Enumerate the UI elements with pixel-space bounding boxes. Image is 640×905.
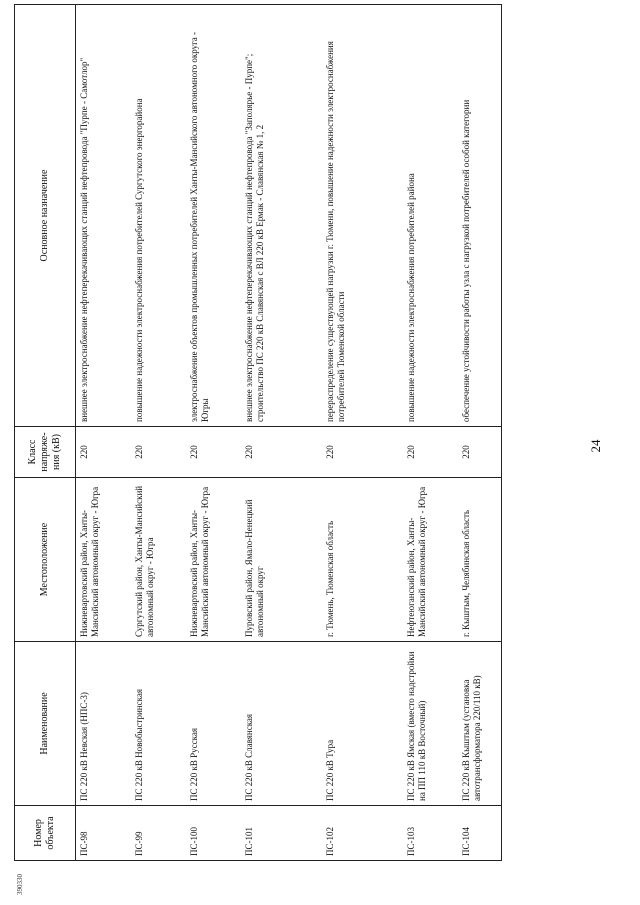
cell-voltage: 220 — [186, 427, 241, 478]
cell-location: г. Тюмень, Тюменская область — [322, 478, 403, 642]
cell-num: ПС-99 — [131, 806, 186, 861]
table-row — [241, 5, 322, 861]
cell-name: ПС 220 кВ Ямская (вместо надстройки на ПП 110 кВ Восточный) — [403, 642, 458, 806]
cell-num: ПС-101 — [241, 806, 322, 861]
header-voltage: Класс напряже-ния (кВ) — [15, 427, 76, 478]
cell-num: ПС-103 — [403, 806, 458, 861]
cell-num: ПС-104 — [458, 806, 502, 861]
table-row — [403, 5, 458, 861]
cell-name: ПС 220 кВ Новобыстринская — [131, 642, 186, 806]
cell-voltage: 220 — [241, 427, 322, 478]
table-row — [76, 5, 132, 861]
header-num: Номер объекта — [15, 806, 76, 861]
cell-location: Нижневартовский район, Ханты-Мансийский автономный округ - Югра — [186, 478, 241, 642]
cell-location: Нефтеюганский район, Ханты-Мансийский автономный округ - Югра — [403, 478, 458, 642]
table-row — [186, 5, 241, 861]
cell-voltage: 220 — [403, 427, 458, 478]
cell-purpose: электроснабжение объектов промышленных потребителей Ханты-Мансийского автономного округа - Югры — [186, 5, 241, 427]
document-code: 390330 — [16, 874, 24, 895]
cell-num: ПС-98 — [76, 806, 132, 861]
cell-location: Нижневартовский район, Ханты-Мансийский автономный округ - Югра — [76, 478, 132, 642]
cell-voltage: 220 — [322, 427, 403, 478]
substations-table — [14, 4, 502, 861]
cell-purpose: повышение надежности электроснабжения потребителей Сургутского энергорайона — [131, 5, 186, 427]
page-number: 24 — [588, 439, 603, 453]
header-name: Наименование — [15, 642, 76, 806]
table-row — [458, 5, 502, 861]
cell-purpose: перераспределение существующей нагрузки г. Тюмени, повышение надежности электроснабжения потребителей Тюменской области — [322, 5, 403, 427]
cell-location: г. Кыштым, Челябинская область — [458, 478, 502, 642]
table-row — [322, 5, 403, 861]
table-row — [131, 5, 186, 861]
cell-voltage: 220 — [131, 427, 186, 478]
cell-num: ПС-102 — [322, 806, 403, 861]
header-purpose: Основное назначение — [15, 5, 76, 427]
cell-location: Пуровский район, Ямало-Ненецкий автономный округ — [241, 478, 322, 642]
cell-name: ПС 220 кВ Невская (НПС-3) — [76, 642, 132, 806]
cell-num: ПС-100 — [186, 806, 241, 861]
cell-purpose: обеспечение устойчивости работы узла с нагрузкой потребителей особой категории — [458, 5, 502, 427]
cell-name: ПС 220 кВ Славянская — [241, 642, 322, 806]
cell-name: ПС 220 кВ Тура — [322, 642, 403, 806]
cell-purpose: внешнее электроснабжение нефтеперекачивающих станций нефтепровода "Пурпе - Самотлор" — [76, 5, 132, 427]
table-header-row — [15, 5, 76, 861]
header-location: Местоположение — [15, 478, 76, 642]
cell-location: Сургутский район, Ханты-Мансийский автономный округ - Югра — [131, 478, 186, 642]
cell-purpose: повышение надежности электроснабжения потребителей района — [403, 5, 458, 427]
cell-voltage: 220 — [458, 427, 502, 478]
cell-purpose: внешнее электроснабжение нефтеперекачивающих станций нефтепровода "Заполярье - Пурпе"; строительство ПС 220 кВ Славянская с ВЛ 220 кВ Ермак - Славянская № 1, 2 — [241, 5, 322, 427]
cell-voltage: 220 — [76, 427, 132, 478]
cell-name: ПС 220 кВ Кыштым (установка автотрансформатора 220/110 кВ) — [458, 642, 502, 806]
cell-name: ПС 220 кВ Русская — [186, 642, 241, 806]
